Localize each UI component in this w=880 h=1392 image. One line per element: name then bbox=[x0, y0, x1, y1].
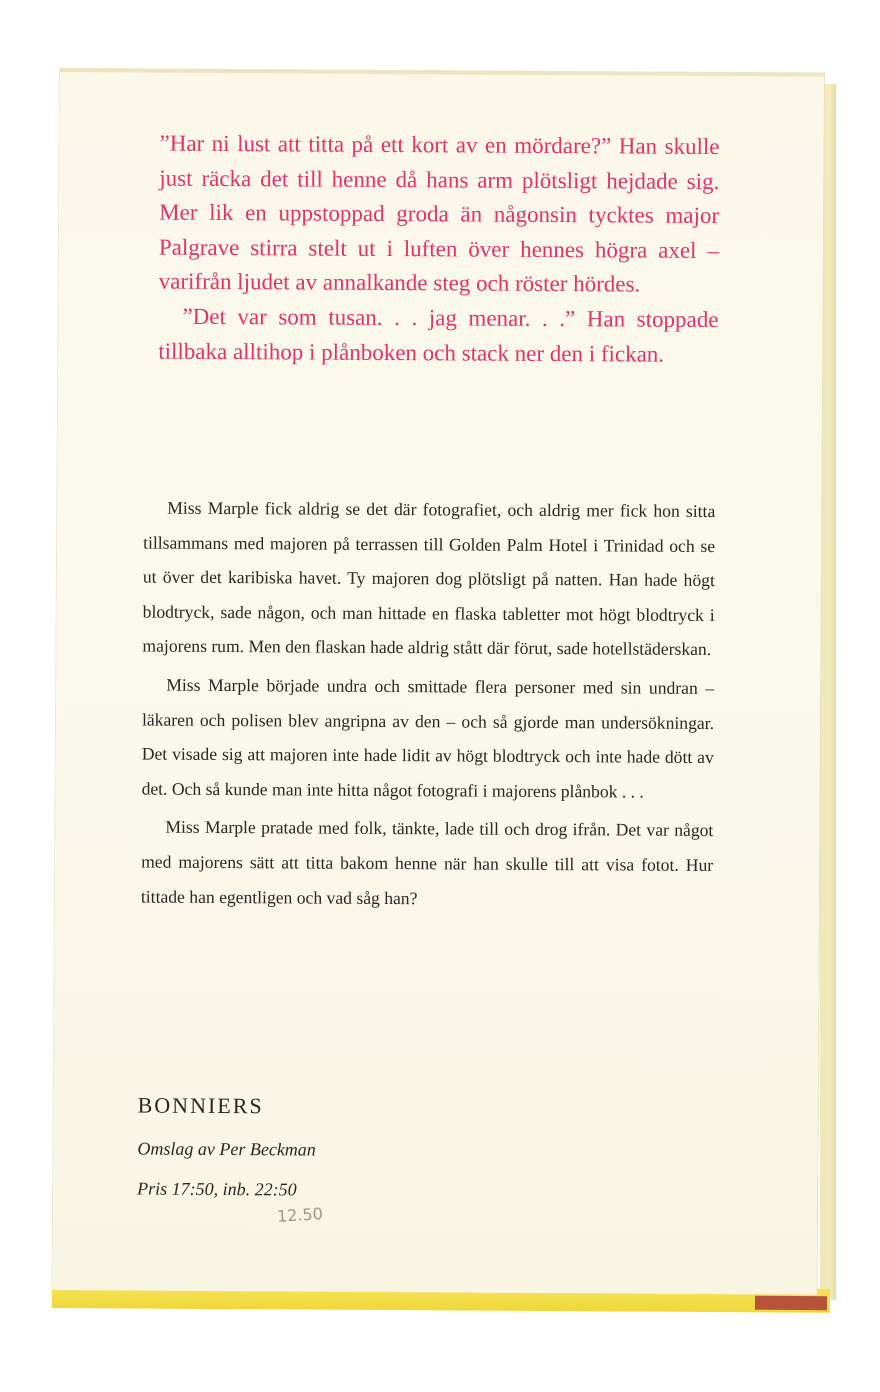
cover-top-edge bbox=[60, 68, 824, 77]
pencil-price-note: 12.50 bbox=[276, 1204, 324, 1226]
teaser-paragraph-2: ”Det var som tusan. . . jag menar. . .” Han stoppade tillbaka alltihop i plånboken och stack ner den i fickan. bbox=[158, 303, 719, 367]
blurb-paragraph-2: Miss Marple började undra och smittade flera personer med sin undran – läkaren och polisen blev angripna av den – och så gjorde man undersökningar. Det visade sig att majoren inte hade lidit av högt blodtryck och inte hade dött av det. Och så kunde man inte hitta något fotografi i majorens plånbok . . . bbox=[141, 674, 715, 802]
back-cover bbox=[53, 68, 824, 1295]
teaser-paragraph-1: ”Har ni lust att titta på ett kort av en mördare?” Han skulle just räcka det till henne då hans arm plötsligt hejdade sig. Mer lik en uppstoppad groda än någonsin tycktes major Palgrave stirra stelt ut i luften över hennes högra axel – varifrån ljudet av annalkande steg och röster hördes. bbox=[158, 130, 720, 297]
blurb-paragraph-1: Miss Marple fick aldrig se det där fotografiet, och aldrig mer fick hon sitta tillsammans med majoren på terrassen till Golden Palm Hotel i Trinidad och se ut över det karibiska havet. Ty majoren dog plötsligt på natten. Han hade högt blodtryck, sade någon, och man hittade en flaska tabletter mot högt blodtryck i majorens rum. Men den flaskan hade aldrig stått där förut, sade hotellstäderskan. bbox=[142, 497, 716, 660]
blurb-paragraph-3: Miss Marple pratade med folk, tänkte, lade till och drog ifrån. Det var något med majorens sätt att titta bakom henne när han skulle till att visa fotot. Hur tittade han egentligen och vad såg han? bbox=[140, 817, 714, 908]
price-line: Pris 17:50, inb. 22:50 bbox=[137, 1178, 297, 1200]
book-spine-corner bbox=[755, 1296, 827, 1311]
publisher-name: BONNIERS bbox=[137, 1092, 264, 1119]
cover-credit: Omslag av Per Beckman bbox=[137, 1138, 316, 1160]
blurb bbox=[141, 491, 716, 922]
teaser-excerpt bbox=[158, 127, 719, 373]
